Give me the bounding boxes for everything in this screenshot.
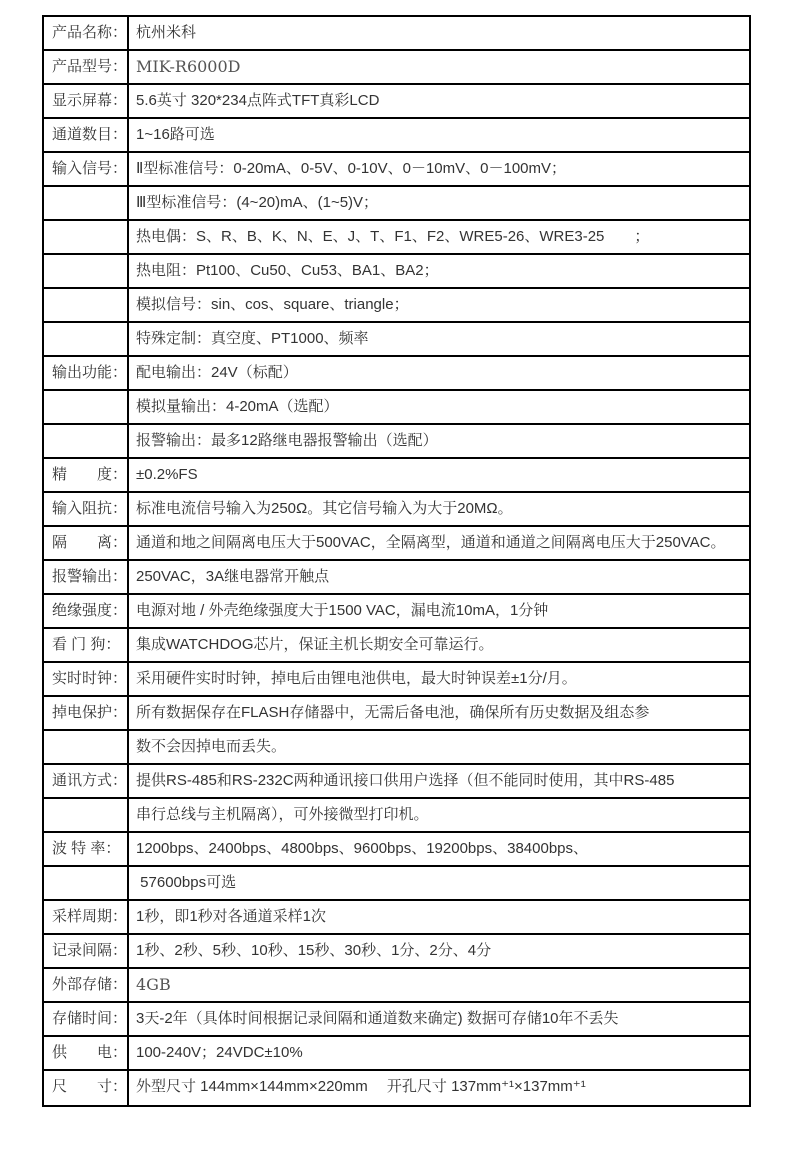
table-row — [44, 595, 749, 629]
table-row — [44, 357, 749, 391]
spec-value: 1~16路可选 — [136, 126, 215, 143]
spec-value: 3天-2年（具体时间根据记录间隔和通道数来确定) 数据可存储10年不丢失 — [136, 1010, 619, 1027]
spec-label: 精 度： — [44, 459, 129, 491]
spec-value: 1200bps、2400bps、4800bps、9600bps、19200bps、38400bps、 — [136, 840, 589, 857]
spec-label: 看 门 狗： — [44, 629, 129, 661]
spec-value: 通道和地之间隔离电压大于500VAC，全隔离型，通道和通道之间隔离电压大于250VAC。 — [136, 534, 726, 551]
spec-value: 5.6英寸 320*234点阵式TFT真彩LCD — [136, 92, 380, 109]
spec-value: 特殊定制：真空度、PT1000、频率 — [136, 330, 369, 347]
table-row — [44, 697, 749, 731]
table-row — [44, 493, 749, 527]
spec-label: 通讯方式： — [44, 765, 129, 797]
spec-value: 100-240V；24VDC±10% — [136, 1044, 303, 1061]
spec-label: 隔 离： — [44, 527, 129, 559]
table-row — [44, 425, 749, 459]
spec-label — [44, 391, 129, 423]
spec-value: 集成WATCHDOG芯片，保证主机长期安全可靠运行。 — [136, 636, 494, 653]
spec-label: 产品型号： — [44, 51, 129, 83]
spec-label: 绝缘强度： — [44, 595, 129, 627]
table-row — [44, 391, 749, 425]
spec-value: 外型尺寸 144mm×144mm×220mm 开孔尺寸 137mm⁺¹×137mm⁺¹ — [136, 1078, 586, 1095]
table-row — [44, 731, 749, 765]
table-row — [44, 153, 749, 187]
spec-label: 输出功能： — [44, 357, 129, 389]
spec-value: MIK-R6000D — [136, 57, 241, 76]
spec-value: 250VAC，3A继电器常开触点 — [136, 568, 330, 585]
table-row — [44, 867, 749, 901]
spec-value: 1秒、2秒、5秒、10秒、15秒、30秒、1分、2分、4分 — [136, 942, 492, 959]
spec-value: Ⅲ型标准信号：(4~20)mA、(1~5)V； — [136, 194, 379, 211]
table-row — [44, 765, 749, 799]
spec-value: 模拟信号：sin、cos、square、triangle； — [136, 296, 409, 313]
table-row — [44, 799, 749, 833]
spec-value: 模拟量输出：4-20mA（选配） — [136, 398, 339, 415]
spec-value: 报警输出：最多12路继电器报警输出（选配） — [136, 432, 438, 449]
spec-label: 供 电： — [44, 1037, 129, 1069]
table-row — [44, 561, 749, 595]
spec-label — [44, 289, 129, 321]
spec-value: 采用硬件实时时钟，掉电后由锂电池供电，最大时钟误差±1分/月。 — [136, 670, 577, 687]
table-row — [44, 221, 749, 255]
spec-value: 标准电流信号输入为250Ω。其它信号输入为大于20MΩ。 — [136, 500, 513, 517]
spec-value: 杭州米科 — [136, 24, 197, 41]
table-row — [44, 1003, 749, 1037]
spec-label: 报警输出： — [44, 561, 129, 593]
spec-label: 掉电保护： — [44, 697, 129, 729]
spec-label: 波 特 率： — [44, 833, 129, 865]
spec-value: 热电偶：S、R、B、K、N、E、J、T、F1、F2、WRE5-26、WRE3-25 ； — [136, 228, 650, 245]
product-spec-table — [42, 15, 751, 1107]
spec-value: 57600bps可选 — [136, 874, 237, 891]
spec-label: 输入阻抗： — [44, 493, 129, 525]
table-row — [44, 527, 749, 561]
table-row — [44, 629, 749, 663]
table-row — [44, 17, 749, 51]
spec-label: 显示屏幕： — [44, 85, 129, 117]
table-row — [44, 901, 749, 935]
spec-label — [44, 731, 129, 763]
spec-value: 数不会因掉电而丢失。 — [136, 738, 287, 755]
spec-label — [44, 255, 129, 287]
table-row — [44, 833, 749, 867]
spec-label — [44, 799, 129, 831]
table-row — [44, 51, 749, 85]
spec-label: 记录间隔： — [44, 935, 129, 967]
table-row — [44, 1037, 749, 1071]
spec-label: 存储时间： — [44, 1003, 129, 1035]
spec-label — [44, 425, 129, 457]
table-row — [44, 187, 749, 221]
spec-value: 1秒，即1秒对各通道采样1次 — [136, 908, 327, 925]
table-row — [44, 85, 749, 119]
spec-value: 配电输出：24V（标配） — [136, 364, 298, 381]
table-row — [44, 1071, 749, 1105]
spec-label: 通道数目： — [44, 119, 129, 151]
spec-value: 所有数据保存在FLASH存储器中，无需后备电池，确保所有历史数据及组态参 — [136, 704, 650, 721]
spec-value: 4GB — [136, 975, 171, 994]
table-row — [44, 969, 749, 1003]
spec-label: 输入信号： — [44, 153, 129, 185]
spec-label: 尺 寸： — [44, 1071, 129, 1105]
spec-label — [44, 221, 129, 253]
table-row — [44, 289, 749, 323]
table-row — [44, 459, 749, 493]
table-row — [44, 119, 749, 153]
spec-value: Ⅱ型标准信号：0-20mA、0-5V、0-10V、0－10mV、0－100mV； — [136, 160, 567, 177]
spec-label: 产品名称： — [44, 17, 129, 49]
spec-label: 外部存储： — [44, 969, 129, 1001]
table-row — [44, 935, 749, 969]
spec-label: 采样周期： — [44, 901, 129, 933]
spec-value: ±0.2%FS — [136, 466, 198, 483]
table-row — [44, 663, 749, 697]
spec-value: 电源对地 / 外壳绝缘强度大于1500 VAC，漏电流10mA，1分钟 — [136, 602, 549, 619]
spec-label — [44, 323, 129, 355]
table-row — [44, 323, 749, 357]
spec-label — [44, 187, 129, 219]
spec-value: 提供RS-485和RS-232C两种通讯接口供用户选择（但不能同时使用，其中RS-485 — [136, 772, 675, 789]
spec-value: 热电阻：Pt100、Cu50、Cu53、BA1、BA2； — [136, 262, 439, 279]
table-row — [44, 255, 749, 289]
spec-label: 实时时钟： — [44, 663, 129, 695]
spec-label — [44, 867, 129, 899]
spec-value: 串行总线与主机隔离），可外接微型打印机。 — [136, 806, 429, 823]
